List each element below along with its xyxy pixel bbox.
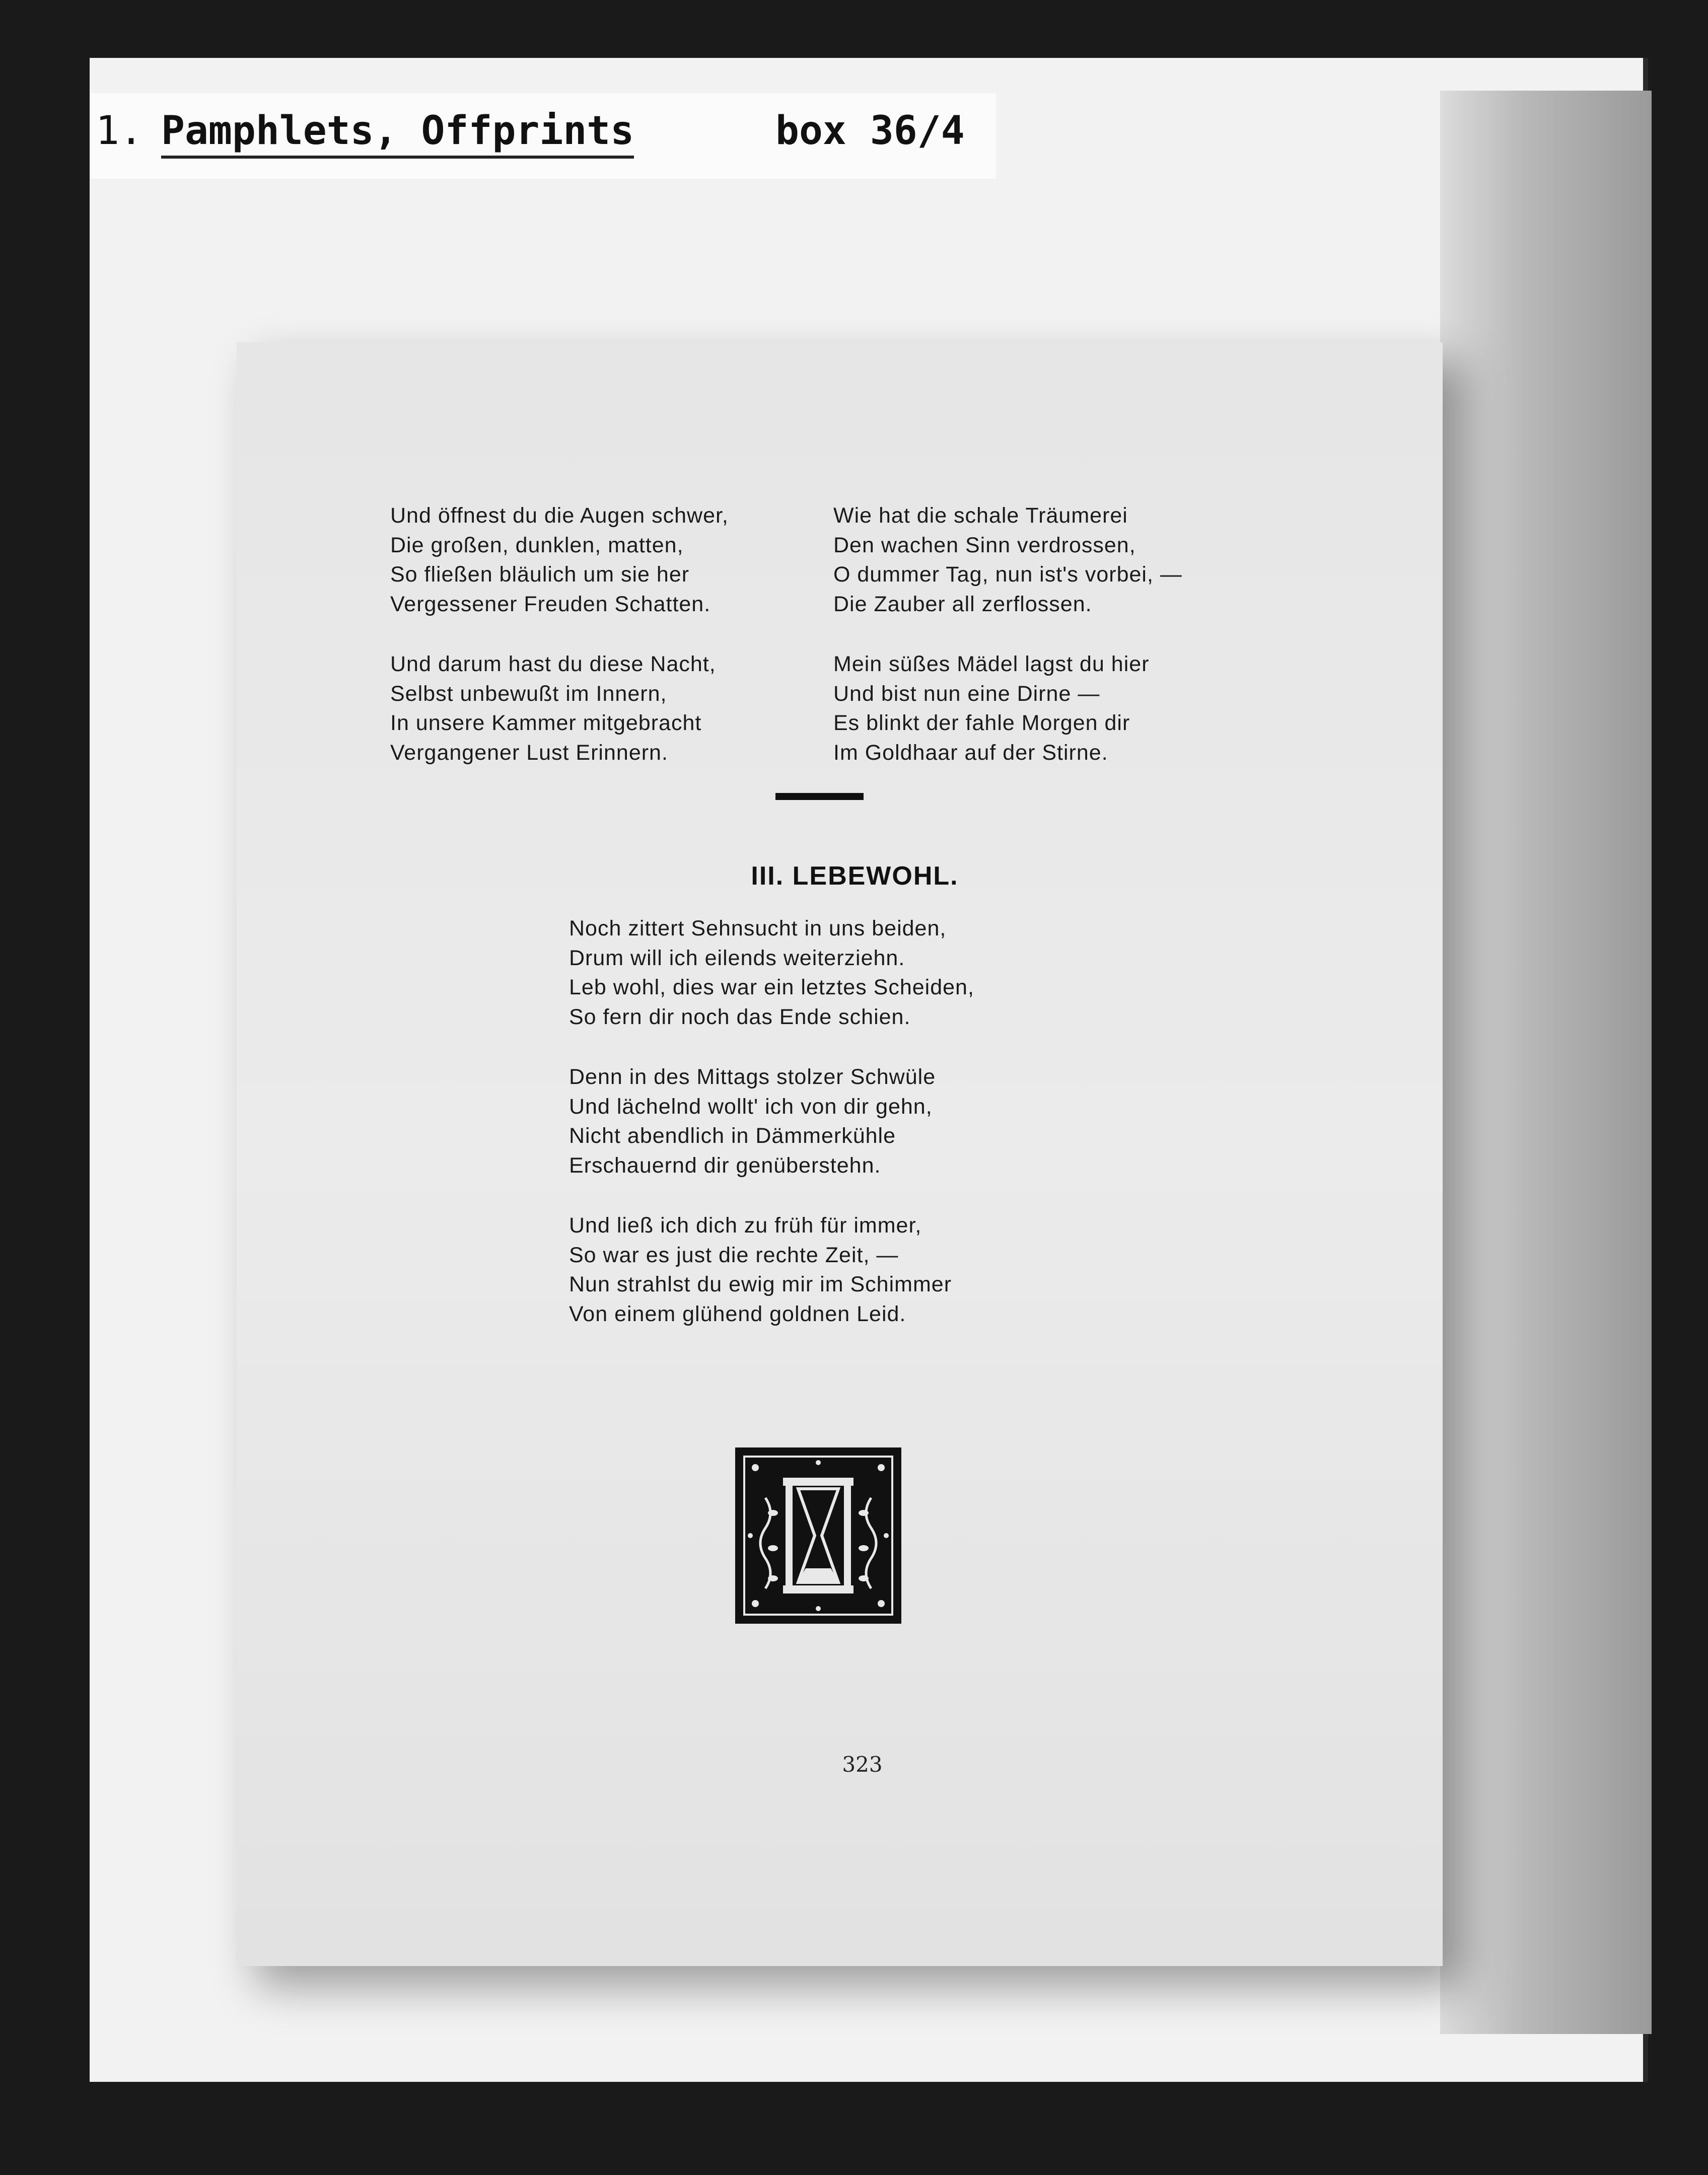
poem-line: Die Zauber all zerflossen. [833, 592, 1092, 616]
poem-line: So fließen bläulich um sie her [390, 562, 690, 587]
label-box-number: box 36/4 [775, 108, 965, 154]
poem-line: Den wachen Sinn verdrossen, [833, 533, 1136, 557]
lebewohl-stanza-1 [569, 914, 974, 1032]
poem-line: Und darum hast du diese Nacht, [390, 652, 716, 676]
lebewohl-stanza-3 [569, 1211, 952, 1329]
poem-line: Und öffnest du die Augen schwer, [390, 503, 729, 528]
poem-line: Erschauernd dir genüberstehn. [569, 1153, 881, 1178]
label-number: 1. [96, 108, 143, 154]
poem-line: Wie hat die schale Träumerei [833, 503, 1128, 528]
back-sheet-shadow [1440, 91, 1652, 2034]
page-number: 323 [842, 1752, 883, 1777]
printed-page [237, 342, 1443, 1966]
poem-line: Nicht abendlich in Dämmerkühle [569, 1124, 896, 1148]
poem-line: So fern dir noch das Ende schien. [569, 1004, 911, 1029]
poem-right-stanza-1 [833, 501, 1182, 619]
section-title: III. LEBEWOHL. [751, 861, 959, 891]
poem-line: So war es just die rechte Zeit, — [569, 1243, 899, 1267]
poem-line: Denn in des Mittags stolzer Schwüle [569, 1065, 936, 1089]
lebewohl-stanza-2 [569, 1062, 936, 1180]
poem-right-stanza-2 [833, 649, 1150, 767]
poem-line: Es blinkt der fahle Morgen dir [833, 711, 1130, 735]
poem-line: Noch zittert Sehnsucht in uns beiden, [569, 916, 947, 940]
label-title: Pamphlets, Offprints [161, 108, 634, 159]
poem-left-stanza-2 [390, 649, 716, 767]
poem-line: Vergangener Lust Erinnern. [390, 740, 668, 765]
poem-line: Drum will ich eilends weiterziehn. [569, 946, 905, 970]
poem-left-stanza-1 [390, 501, 729, 619]
poem-line: Von einem glühend goldnen Leid. [569, 1301, 906, 1326]
poem-line: Leb wohl, dies war ein letztes Scheiden, [569, 975, 974, 999]
poem-line: Nun strahlst du ewig mir im Schimmer [569, 1272, 952, 1296]
section-divider [775, 793, 864, 800]
poem-line: In unsere Kammer mitgebracht [390, 711, 702, 735]
poem-line: Und bist nun eine Dirne — [833, 681, 1100, 706]
poem-line: Selbst unbewußt im Innern, [390, 681, 667, 706]
poem-line: Die großen, dunklen, matten, [390, 533, 684, 557]
poem-line: Im Goldhaar auf der Stirne. [833, 740, 1108, 765]
poem-line: Und ließ ich dich zu früh für immer, [569, 1213, 922, 1238]
poem-line: Mein süßes Mädel lagst du hier [833, 652, 1150, 676]
poem-line: Vergessener Freuden Schatten. [390, 592, 711, 616]
poem-line: O dummer Tag, nun ist's vorbei, — [833, 562, 1182, 587]
hourglass-vignette-icon [735, 1447, 901, 1624]
poem-line: Und lächelnd wollt' ich von dir gehn, [569, 1094, 933, 1119]
